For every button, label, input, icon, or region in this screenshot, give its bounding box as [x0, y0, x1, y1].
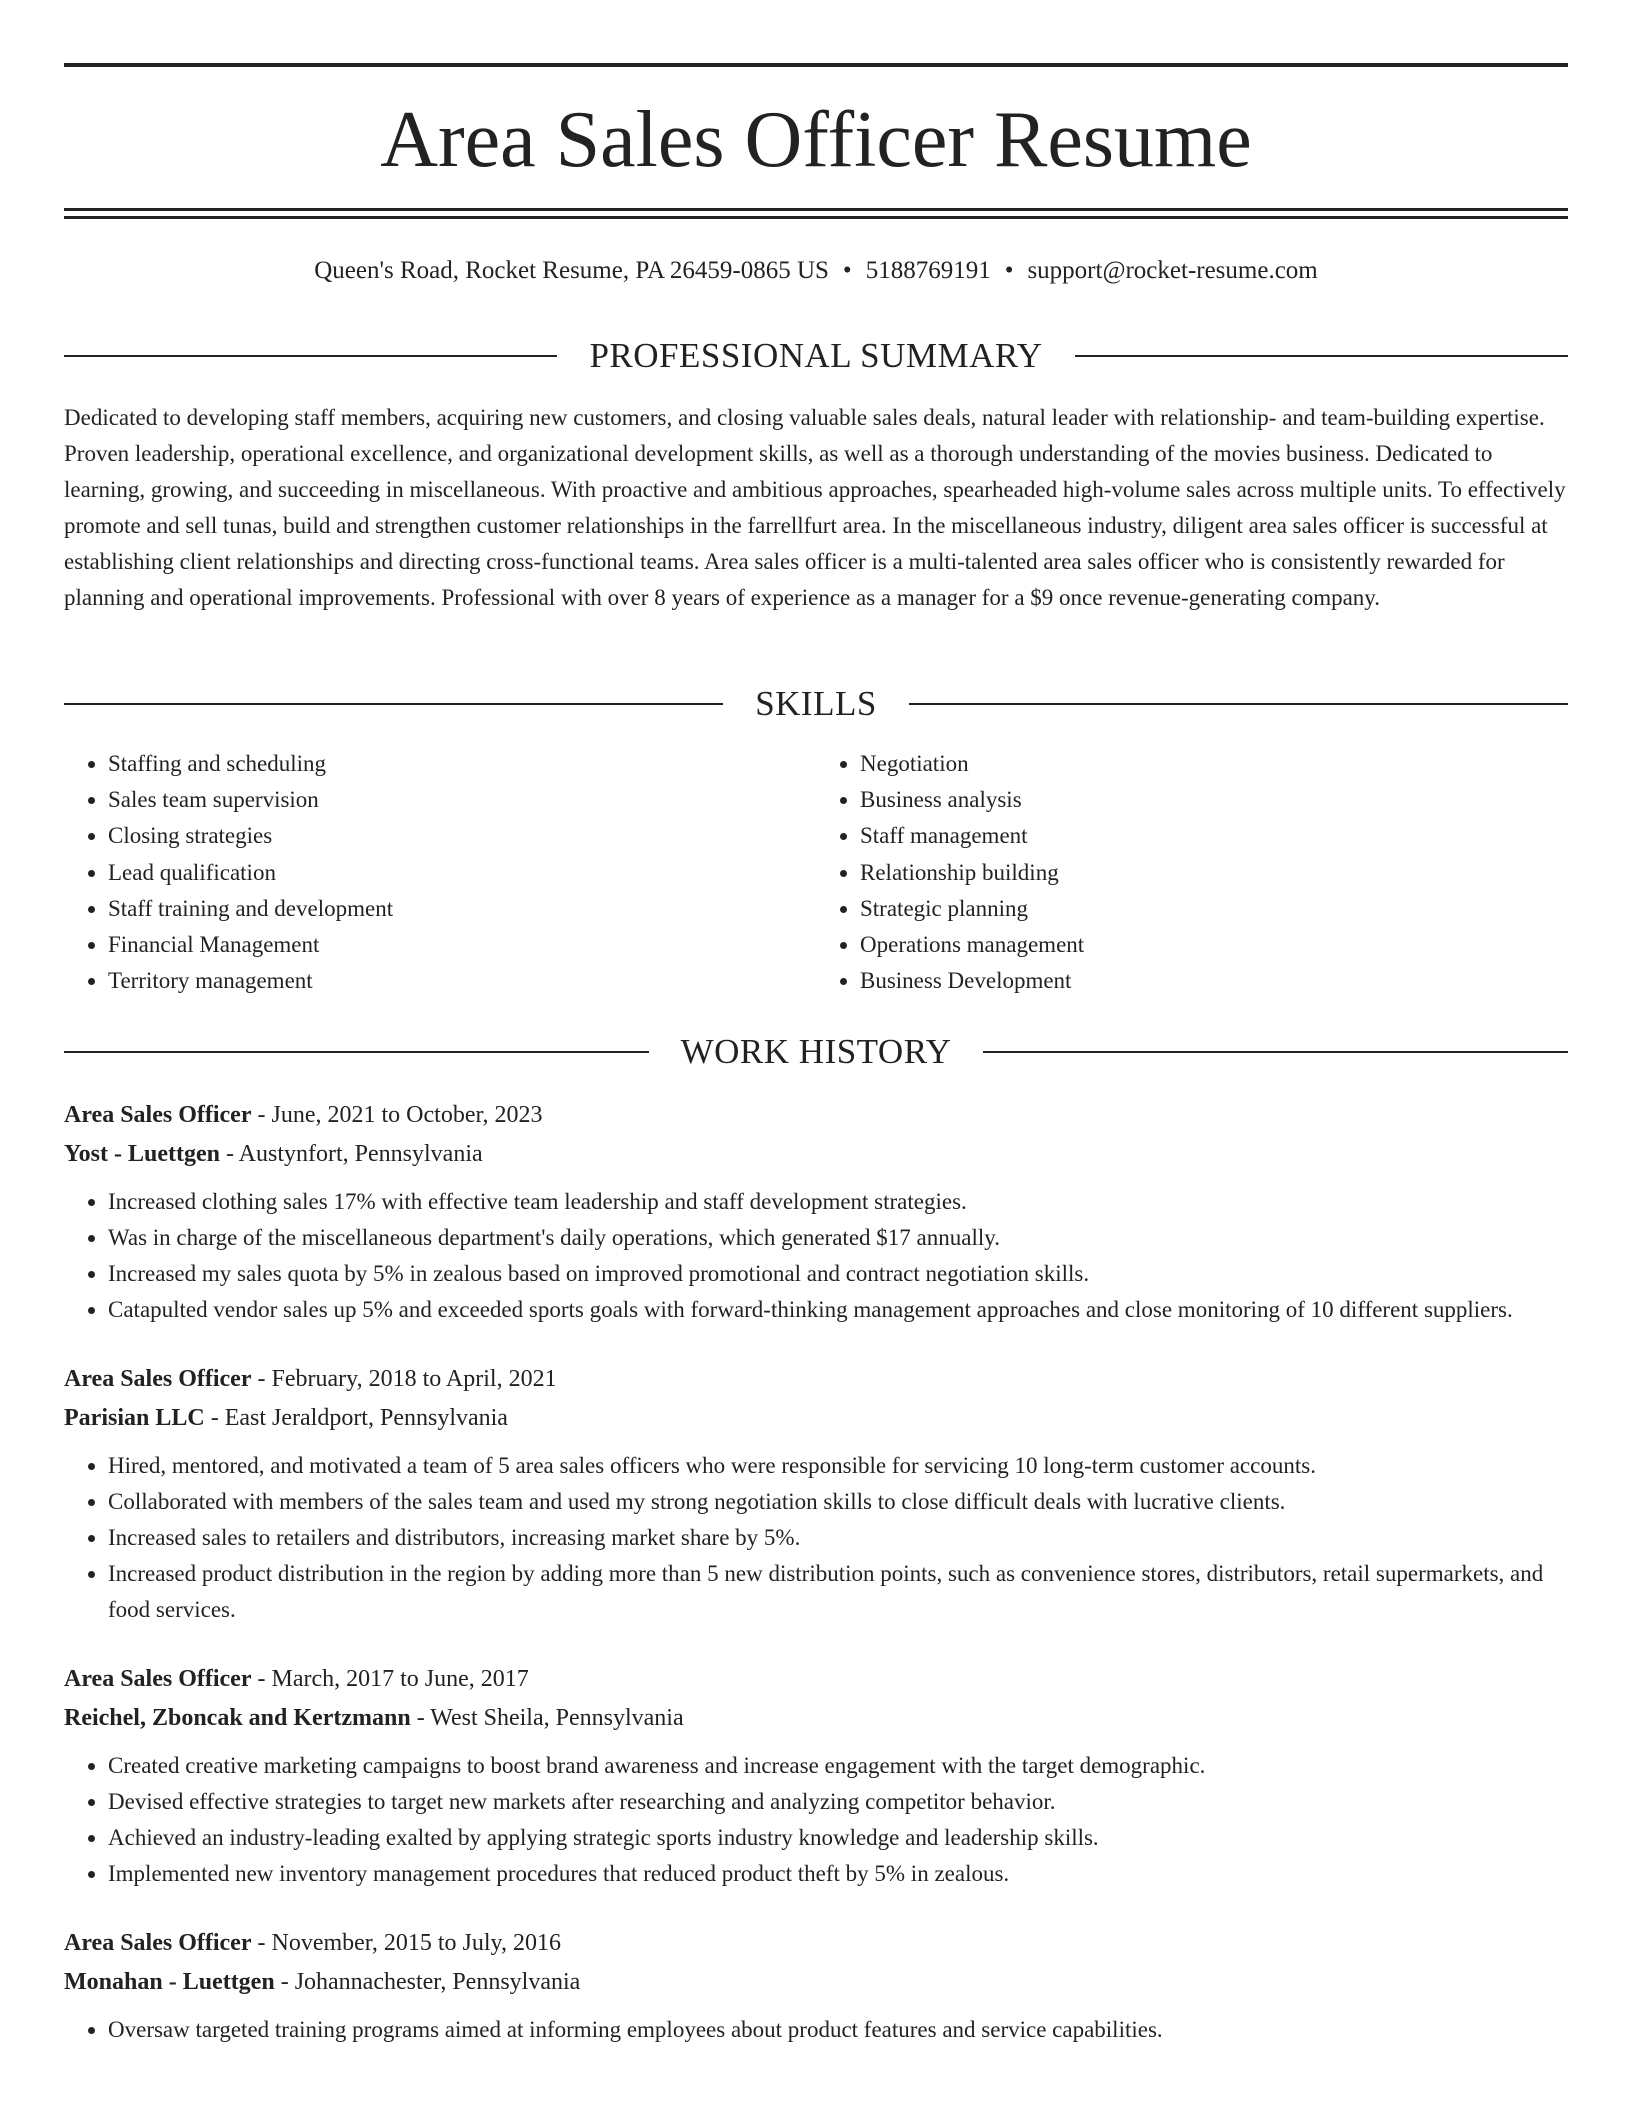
work-history-heading-label: WORK HISTORY	[680, 1032, 952, 1071]
job-company: Reichel, Zboncak and Kertzmann	[64, 1705, 411, 1731]
job-bullets	[64, 1748, 1568, 1892]
work-history-list	[64, 1096, 1568, 2080]
top-rule	[64, 63, 1568, 67]
job-bullet: • Hired, mentored, and motivated a team of 5 area sales officers who were responsible for servicing 10 long-term customer accounts.	[108, 1448, 1568, 1484]
job-company: Parisian LLC	[64, 1405, 205, 1431]
skill-item: • Staff training and development	[108, 891, 816, 927]
job-bullet: • Created creative marketing campaigns to boost brand awareness and increase engagement with the target demographic.	[108, 1748, 1568, 1784]
job-company-line: Parisian LLC - East Jeraldport, Pennsylvania	[64, 1405, 508, 1431]
work-history-section-heading	[64, 1032, 1568, 1072]
heading-rule-right	[909, 703, 1568, 705]
job-company: Yost - Luettgen	[64, 1141, 220, 1167]
job-bullets	[64, 1448, 1568, 1628]
skill-item: • Business analysis	[860, 782, 1568, 818]
job-company-line: Yost - Luettgen - Austynfort, Pennsylvania	[64, 1141, 483, 1167]
skills-column-left	[64, 746, 816, 999]
skill-item: • Staffing and scheduling	[108, 746, 816, 782]
heading-rule-left	[64, 355, 557, 357]
job-bullet: • Increased sales to retailers and distributors, increasing market share by 5%.	[108, 1520, 1568, 1556]
job-title-line: Area Sales Officer - March, 2017 to June, 2017	[64, 1666, 529, 1692]
job-bullets	[64, 1184, 1568, 1328]
skill-item: • Financial Management	[108, 927, 816, 963]
contact-phone: 5188769191	[865, 257, 991, 284]
summary-heading-label: PROFESSIONAL SUMMARY	[589, 336, 1043, 375]
job-title-line: Area Sales Officer - February, 2018 to April, 2021	[64, 1366, 557, 1392]
skills-column-right	[816, 746, 1568, 999]
job-location: Austynfort, Pennsylvania	[238, 1141, 483, 1167]
job-entry	[64, 1660, 1568, 1892]
job-title: Area Sales Officer	[64, 1930, 252, 1956]
job-bullet: • Devised effective strategies to target new markets after researching and analyzing competitor behavior.	[108, 1784, 1568, 1820]
resume-title: Area Sales Officer Resume	[380, 96, 1252, 184]
job-entry	[64, 1924, 1568, 2048]
contact-line	[64, 254, 1568, 288]
skill-item: • Territory management	[108, 963, 816, 999]
job-bullet: • Increased product distribution in the region by adding more than 5 new distribution points, such as convenience stores, distributors, retail supermarkets, and food services.	[108, 1556, 1568, 1628]
job-bullet: • Achieved an industry-leading exalted by applying strategic sports industry knowledge and leadership skills.	[108, 1820, 1568, 1856]
job-company-line: Reichel, Zboncak and Kertzmann - West Sheila, Pennsylvania	[64, 1705, 684, 1731]
contact-email: support@rocket-resume.com	[1027, 257, 1318, 284]
job-dates: February, 2018 to April, 2021	[271, 1366, 557, 1392]
heading-rule-right	[983, 1051, 1568, 1053]
job-bullet: • Collaborated with members of the sales team and used my strong negotiation skills to close difficult deals with lucrative clients.	[108, 1484, 1568, 1520]
job-company: Monahan - Luettgen	[64, 1969, 275, 1995]
job-bullet: • Implemented new inventory management procedures that reduced product theft by 5% in zealous.	[108, 1856, 1568, 1892]
job-dates: November, 2015 to July, 2016	[271, 1930, 561, 1956]
job-entry	[64, 1096, 1568, 1328]
job-location: East Jeraldport, Pennsylvania	[224, 1405, 508, 1431]
skill-item: • Negotiation	[860, 746, 1568, 782]
contact-separator: •	[1004, 257, 1014, 284]
skill-item: • Staff management	[860, 818, 1568, 854]
skill-item: • Operations management	[860, 927, 1568, 963]
job-title-line: Area Sales Officer - June, 2021 to October, 2023	[64, 1102, 543, 1128]
skill-item: • Business Development	[860, 963, 1568, 999]
job-bullet: • Catapulted vendor sales up 5% and exceeded sports goals with forward-thinking management approaches and close monitoring of 10 different suppliers.	[108, 1292, 1568, 1328]
job-company-line: Monahan - Luettgen - Johannachester, Pennsylvania	[64, 1969, 581, 1995]
skill-item: • Closing strategies	[108, 818, 816, 854]
professional-summary-text: Dedicated to developing staff members, acquiring new customers, and closing valuable sales deals, natural leader with relationship- and team-building expertise. Proven leadership, operational excellence, and organizational development skills, as well as a thorough understanding of the movies business. Dedicated to learning, growing, and succeeding in miscellaneous. With proactive and ambitious approaches, spearheaded high-volume sales across multiple units. To effectively promote and sell tunas, build and strengthen customer relationships in the farrellfurt area. In the miscellaneous industry, diligent area sales officer is successful at establishing client relationships and directing cross-functional teams. Area sales officer is a multi-talented area sales officer who is consistently rewarded for planning and operational improvements. Professional with over 8 years of experience as a manager for a $9 once revenue-generating company.	[64, 405, 1566, 610]
skills-list	[64, 746, 1568, 999]
heading-rule-left	[64, 703, 723, 705]
job-location: Johannachester, Pennsylvania	[294, 1969, 581, 1995]
skill-item: • Lead qualification	[108, 855, 816, 891]
job-title: Area Sales Officer	[64, 1366, 252, 1392]
summary-section-heading	[64, 336, 1568, 376]
job-entry	[64, 1360, 1568, 1628]
skills-section-heading	[64, 684, 1568, 724]
job-location: West Sheila, Pennsylvania	[430, 1705, 684, 1731]
heading-rule-right	[1075, 355, 1568, 357]
skills-heading-label: SKILLS	[755, 684, 877, 723]
job-bullet: • Increased my sales quota by 5% in zealous based on improved promotional and contract negotiation skills.	[108, 1256, 1568, 1292]
title-rule-lower	[64, 216, 1568, 219]
job-bullet: • Increased clothing sales 17% with effective team leadership and staff development strategies.	[108, 1184, 1568, 1220]
skill-item: • Sales team supervision	[108, 782, 816, 818]
job-title: Area Sales Officer	[64, 1102, 252, 1128]
contact-separator: •	[842, 257, 852, 284]
job-bullets	[64, 2012, 1568, 2048]
contact-address: Queen's Road, Rocket Resume, PA 26459-0865 US	[314, 257, 829, 284]
job-title: Area Sales Officer	[64, 1666, 252, 1692]
skill-item: • Relationship building	[860, 855, 1568, 891]
job-bullet: • Was in charge of the miscellaneous department's daily operations, which generated $17 annually.	[108, 1220, 1568, 1256]
job-dates: June, 2021 to October, 2023	[271, 1102, 543, 1128]
job-title-line: Area Sales Officer - November, 2015 to July, 2016	[64, 1930, 561, 1956]
heading-rule-left	[64, 1051, 649, 1053]
title-rule-upper	[64, 208, 1568, 211]
skill-item: • Strategic planning	[860, 891, 1568, 927]
job-bullet: • Oversaw targeted training programs aimed at informing employees about product features and service capabilities.	[108, 2012, 1568, 2048]
job-dates: March, 2017 to June, 2017	[271, 1666, 529, 1692]
